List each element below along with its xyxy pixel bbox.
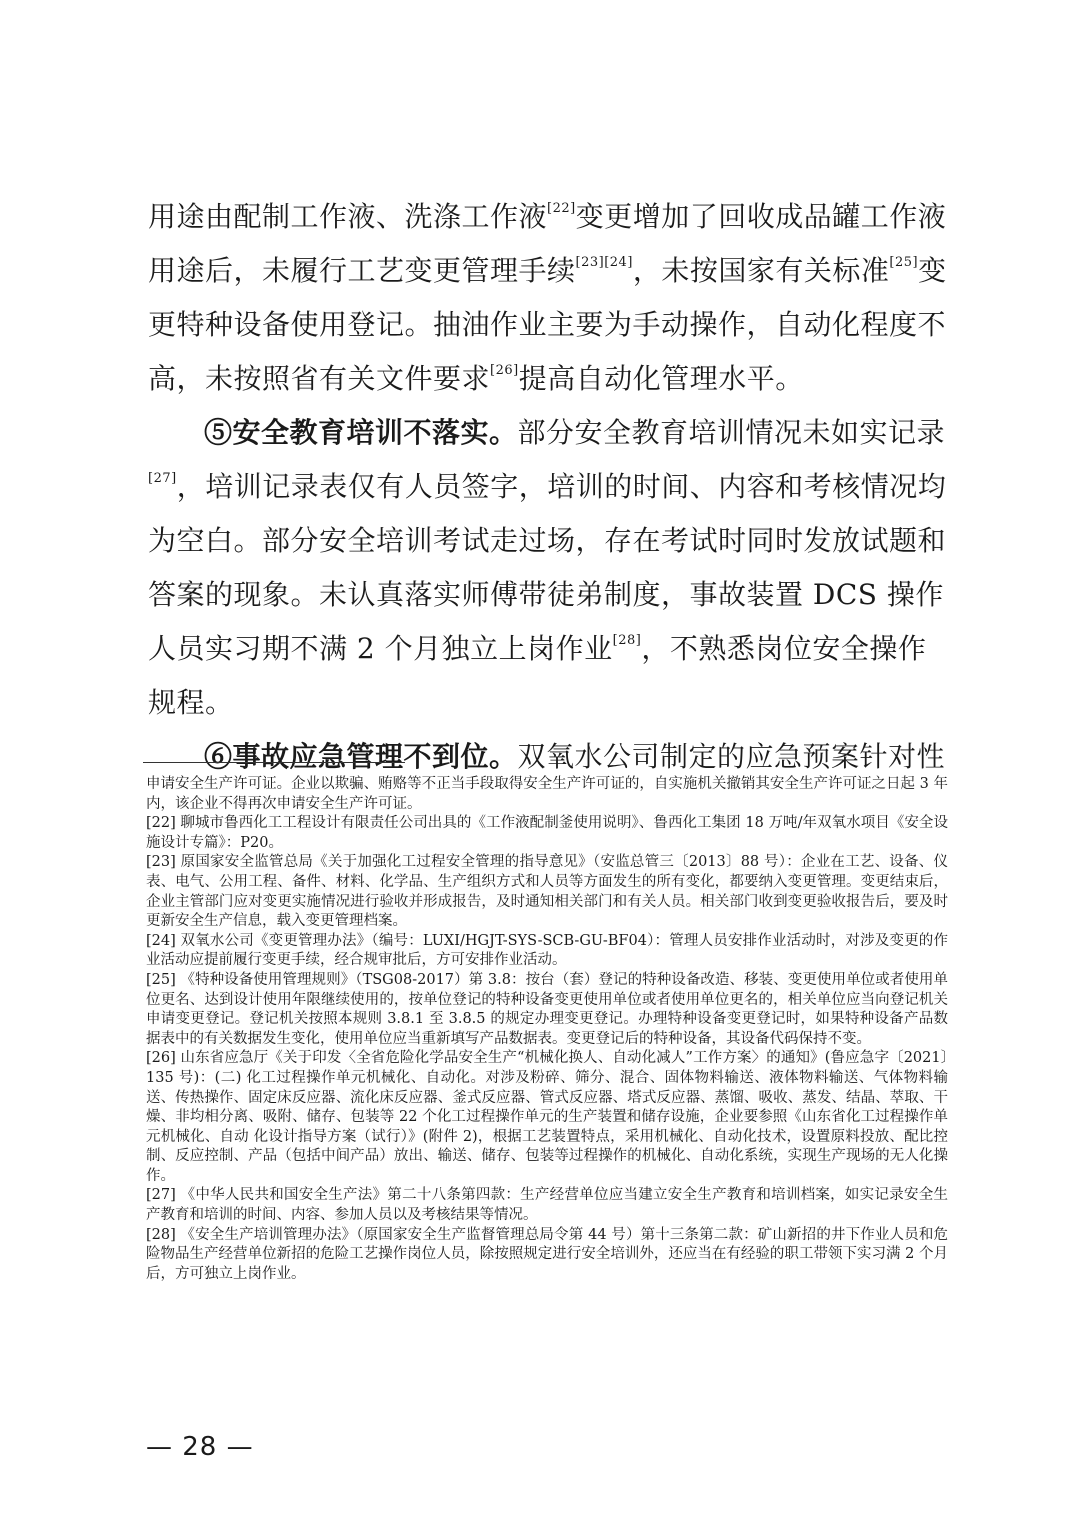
text-run: 提高自动化管理水平。	[518, 362, 804, 395]
text-run: 变更增加了回收成品罐工作液用途后，未履行工艺变更管理手续	[148, 200, 947, 287]
citation-25[interactable]: [25]	[889, 255, 919, 270]
citation-23-24[interactable]: [23][24]	[575, 255, 633, 270]
footnote-27: [27] 《中华人民共和国安全生产法》第二十八条第四款：生产经营单位应当建立安全生产教育和培训档案，如实记录安全生产教育和培训的时间、内容、参加人员以及考核结果等情况。	[146, 1187, 948, 1224]
footnote-continuation: 申请安全生产许可证。企业以欺骗、贿赂等不正当手段取得安全生产许可证的，自实施机关撤销其安全生产许可证之日起 3 年内，该企业不得再次申请安全生产许可证。	[146, 776, 948, 812]
footnote-24: [24] 双氧水公司《变更管理办法》（编号：LUXI/HGJT-SYS-SCB-GU-BF04）：管理人员安排作业活动时，对涉及变更的作业活动应提前履行变更手续，经合规审批后，方可安排作业活动。	[146, 932, 948, 969]
text-run: 部分安全教育培训情况未如实记录	[517, 416, 946, 449]
text-run: 双氧水公司制定的应急预案针对性	[517, 740, 946, 773]
footnote-divider	[143, 762, 405, 763]
page-number: — 28 —	[146, 1432, 254, 1462]
footnote-22: [22] 聊城市鲁西化工工程设计有限责任公司出具的《工作液配制釜使用说明》、鲁西化工集团 18 万吨/年双氧水项目《安全设施设计专篇》：P20。	[146, 815, 948, 851]
citation-28[interactable]: [28]	[612, 633, 642, 648]
section-heading-5: ⑤安全教育培训不落实。	[204, 416, 518, 449]
citation-27[interactable]: [27]	[148, 471, 177, 486]
text-run: ，未按国家有关标准	[632, 254, 890, 287]
main-body-text	[148, 190, 948, 784]
footnotes	[146, 775, 948, 1284]
citation-22[interactable]: [22]	[547, 201, 576, 216]
footnote-25: [25] 《特种设备使用管理规则》（TSG08-2017）第 3.8：按台（套）登记的特种设备改造、移装、变更使用单位或者使用单位更名、达到设计使用年限继续使用的，按单位登记的特种设备变更使用单位或者使用单位更名的，相关单位应当向登记机关申请变更登记。登记机关按照本规则 3.8.1 至 3.8.5 的规定办理变更登记。办理特种设备变更登记时，如果特种设备产品数据表中的有关数据发生变化，使用单位应当重新填写产品数据表。变更登记后的特种设备，其设备代码保持不变。	[146, 971, 948, 1047]
text-run: ，培训记录表仅有人员签字，培训的时间、内容和考核情况均为空白。部分安全培训考试走过场，存在考试时同时发放试题和答案的现象。未认真落实师傅带徒弟制度，事故装置 DCS 操作人员实习期不满 2 个月独立上岗作业	[148, 470, 947, 665]
paragraph-1	[148, 190, 948, 406]
text-run: 用途由配制工作液、洗涤工作液	[148, 200, 548, 233]
footnote-26: [26] 山东省应急厅《关于印发〈全省危险化学品安全生产“机械化换人、自动化减人”工作方案〉的通知》(鲁应急字〔2021〕135 号)：(二) 化工过程操作单元机械化、自动化。对涉及粉碎、筛分、混合、固体物料输送、液体物料输送、气体物料输送、传热操作、固定床反应器、流化床反应器、釜式反应器、管式反应器、塔式反应器、蒸馏、吸收、蒸发、结晶、萃取、干燥、非均相分离、吸附、储存、包装等 22 个化工过程操作单元的生产装置和储存设施，企业要参照《山东省化工过程操作单元机械化、自动 化设计指导方案（试行）》(附件 2)，根据工艺装置特点，采用机械化、自动化技术，设置原料投放、配比控制、反应控制、产品（包括中间产品）放出、输送、储存、包装等过程操作的机械化、自动化系统，实现生产现场的无人化操作。	[146, 1050, 948, 1184]
footnote-28: [28] 《安全生产培训管理办法》（原国家安全生产监督管理总局令第 44 号）第十三条第二款：矿山新招的井下作业人员和危险物品生产经营单位新招的危险工艺操作岗位人员，除按照规定进行安全培训外，还应当在有经验的职工带领下实习满 2 个月后，方可独立上岗作业。	[146, 1226, 948, 1282]
text-run: 变更特种设备使用登记。抽油作业主要为手动操作，自动化程度不高，未按照省有关文件要求	[148, 254, 947, 395]
citation-26[interactable]: [26]	[490, 363, 519, 378]
footnote-23: [23] 原国家安全监管总局《关于加强化工过程安全管理的指导意见》（安监总管三〔2013〕88 号）：企业在工艺、设备、仪表、电气、公用工程、备件、材料、化学品、生产组织方式和人员等方面发生的所有变化，都要纳入变更管理。变更结束后，企业主管部门应对变更实施情况进行验收并形成报告，及时通知相关部门和有关人员。相关部门收到变更验收报告后，要及时更新安全生产信息，载入变更管理档案。	[146, 854, 948, 930]
text-run: ，不熟悉岗位安全操作规程。	[148, 632, 927, 719]
paragraph-2	[148, 406, 948, 730]
section-heading-6: ⑥事故应急管理不到位。	[204, 740, 518, 773]
